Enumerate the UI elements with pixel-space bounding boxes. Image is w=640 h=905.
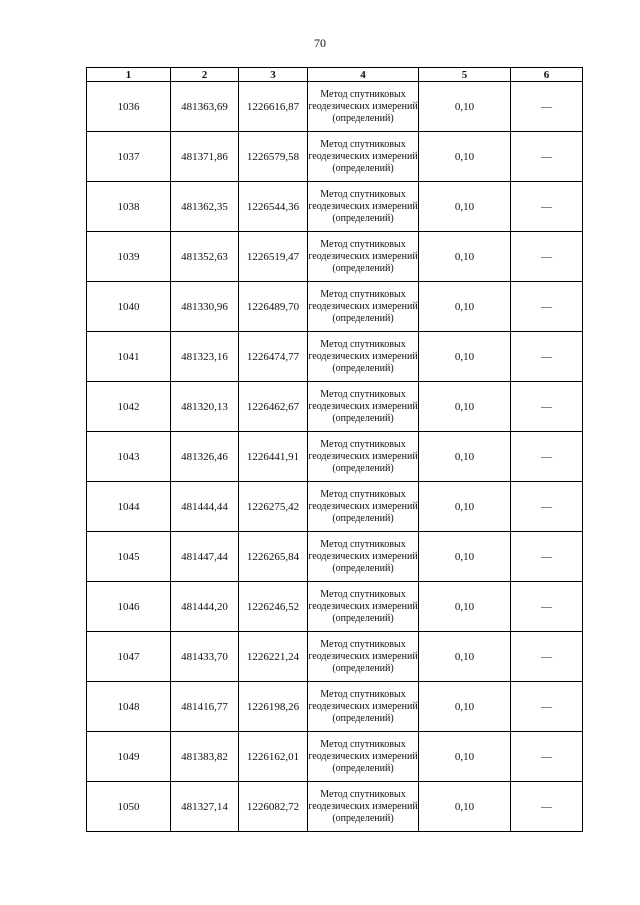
table-header-row [87, 68, 583, 82]
description-cell: — [511, 282, 583, 332]
x-coordinate-cell: 481444,20 [171, 582, 239, 632]
table-row [87, 232, 583, 282]
description-cell: — [511, 582, 583, 632]
table-row [87, 382, 583, 432]
column-header: 5 [419, 68, 511, 82]
x-coordinate-cell: 481363,69 [171, 82, 239, 132]
accuracy-cell: 0,10 [419, 732, 511, 782]
description-cell: — [511, 132, 583, 182]
column-header: 2 [171, 68, 239, 82]
point-number-cell: 1049 [87, 732, 171, 782]
accuracy-cell: 0,10 [419, 282, 511, 332]
x-coordinate-cell: 481416,77 [171, 682, 239, 732]
y-coordinate-cell: 1226082,72 [239, 782, 308, 832]
x-coordinate-cell: 481433,70 [171, 632, 239, 682]
point-number-cell: 1041 [87, 332, 171, 382]
column-header: 1 [87, 68, 171, 82]
table-row [87, 132, 583, 182]
x-coordinate-cell: 481444,44 [171, 482, 239, 532]
y-coordinate-cell: 1226441,91 [239, 432, 308, 482]
x-coordinate-cell: 481371,86 [171, 132, 239, 182]
accuracy-cell: 0,10 [419, 482, 511, 532]
method-cell: Метод спутниковых геодезических измерений (определений) [308, 732, 419, 782]
page-number: 70 [314, 36, 326, 50]
point-number-cell: 1047 [87, 632, 171, 682]
method-cell: Метод спутниковых геодезических измерений (определений) [308, 482, 419, 532]
column-header: 3 [239, 68, 308, 82]
accuracy-cell: 0,10 [419, 232, 511, 282]
table-row [87, 82, 583, 132]
accuracy-cell: 0,10 [419, 682, 511, 732]
description-cell: — [511, 682, 583, 732]
description-cell: — [511, 82, 583, 132]
x-coordinate-cell: 481352,63 [171, 232, 239, 282]
point-number-cell: 1046 [87, 582, 171, 632]
table-row [87, 582, 583, 632]
y-coordinate-cell: 1226489,70 [239, 282, 308, 332]
table-row [87, 332, 583, 382]
method-cell: Метод спутниковых геодезических измерений (определений) [308, 382, 419, 432]
table-row [87, 632, 583, 682]
description-cell: — [511, 732, 583, 782]
method-cell: Метод спутниковых геодезических измерений (определений) [308, 182, 419, 232]
description-cell: — [511, 382, 583, 432]
description-cell: — [511, 782, 583, 832]
table-row [87, 682, 583, 732]
point-number-cell: 1036 [87, 82, 171, 132]
method-cell: Метод спутниковых геодезических измерений (определений) [308, 232, 419, 282]
point-number-cell: 1050 [87, 782, 171, 832]
x-coordinate-cell: 481362,35 [171, 182, 239, 232]
y-coordinate-cell: 1226162,01 [239, 732, 308, 782]
method-cell: Метод спутниковых геодезических измерений (определений) [308, 682, 419, 732]
method-cell: Метод спутниковых геодезических измерений (определений) [308, 82, 419, 132]
y-coordinate-cell: 1226519,47 [239, 232, 308, 282]
y-coordinate-cell: 1226246,52 [239, 582, 308, 632]
accuracy-cell: 0,10 [419, 132, 511, 182]
table-row [87, 782, 583, 832]
method-cell: Метод спутниковых геодезических измерений (определений) [308, 782, 419, 832]
description-cell: — [511, 532, 583, 582]
accuracy-cell: 0,10 [419, 532, 511, 582]
method-cell: Метод спутниковых геодезических измерений (определений) [308, 632, 419, 682]
description-cell: — [511, 482, 583, 532]
point-number-cell: 1042 [87, 382, 171, 432]
method-cell: Метод спутниковых геодезических измерений (определений) [308, 582, 419, 632]
table-row [87, 482, 583, 532]
method-cell: Метод спутниковых геодезических измерений (определений) [308, 332, 419, 382]
method-cell: Метод спутниковых геодезических измерений (определений) [308, 132, 419, 182]
y-coordinate-cell: 1226198,26 [239, 682, 308, 732]
method-cell: Метод спутниковых геодезических измерений (определений) [308, 282, 419, 332]
y-coordinate-cell: 1226275,42 [239, 482, 308, 532]
method-cell: Метод спутниковых геодезических измерений (определений) [308, 532, 419, 582]
point-number-cell: 1044 [87, 482, 171, 532]
y-coordinate-cell: 1226579,58 [239, 132, 308, 182]
description-cell: — [511, 332, 583, 382]
x-coordinate-cell: 481330,96 [171, 282, 239, 332]
x-coordinate-cell: 481326,46 [171, 432, 239, 482]
y-coordinate-cell: 1226474,77 [239, 332, 308, 382]
accuracy-cell: 0,10 [419, 582, 511, 632]
coordinates-table [86, 67, 583, 832]
description-cell: — [511, 232, 583, 282]
accuracy-cell: 0,10 [419, 332, 511, 382]
x-coordinate-cell: 481327,14 [171, 782, 239, 832]
point-number-cell: 1040 [87, 282, 171, 332]
point-number-cell: 1048 [87, 682, 171, 732]
point-number-cell: 1038 [87, 182, 171, 232]
y-coordinate-cell: 1226544,36 [239, 182, 308, 232]
point-number-cell: 1043 [87, 432, 171, 482]
table-row [87, 532, 583, 582]
x-coordinate-cell: 481323,16 [171, 332, 239, 382]
y-coordinate-cell: 1226616,87 [239, 82, 308, 132]
column-header: 4 [308, 68, 419, 82]
accuracy-cell: 0,10 [419, 782, 511, 832]
table-row [87, 732, 583, 782]
table-row [87, 182, 583, 232]
description-cell: — [511, 182, 583, 232]
y-coordinate-cell: 1226462,67 [239, 382, 308, 432]
description-cell: — [511, 632, 583, 682]
x-coordinate-cell: 481383,82 [171, 732, 239, 782]
x-coordinate-cell: 481320,13 [171, 382, 239, 432]
table-row [87, 282, 583, 332]
table-body [87, 82, 583, 832]
accuracy-cell: 0,10 [419, 82, 511, 132]
accuracy-cell: 0,10 [419, 632, 511, 682]
column-header: 6 [511, 68, 583, 82]
accuracy-cell: 0,10 [419, 182, 511, 232]
table-row [87, 432, 583, 482]
point-number-cell: 1045 [87, 532, 171, 582]
y-coordinate-cell: 1226221,24 [239, 632, 308, 682]
point-number-cell: 1039 [87, 232, 171, 282]
method-cell: Метод спутниковых геодезических измерений (определений) [308, 432, 419, 482]
x-coordinate-cell: 481447,44 [171, 532, 239, 582]
y-coordinate-cell: 1226265,84 [239, 532, 308, 582]
accuracy-cell: 0,10 [419, 432, 511, 482]
point-number-cell: 1037 [87, 132, 171, 182]
description-cell: — [511, 432, 583, 482]
accuracy-cell: 0,10 [419, 382, 511, 432]
